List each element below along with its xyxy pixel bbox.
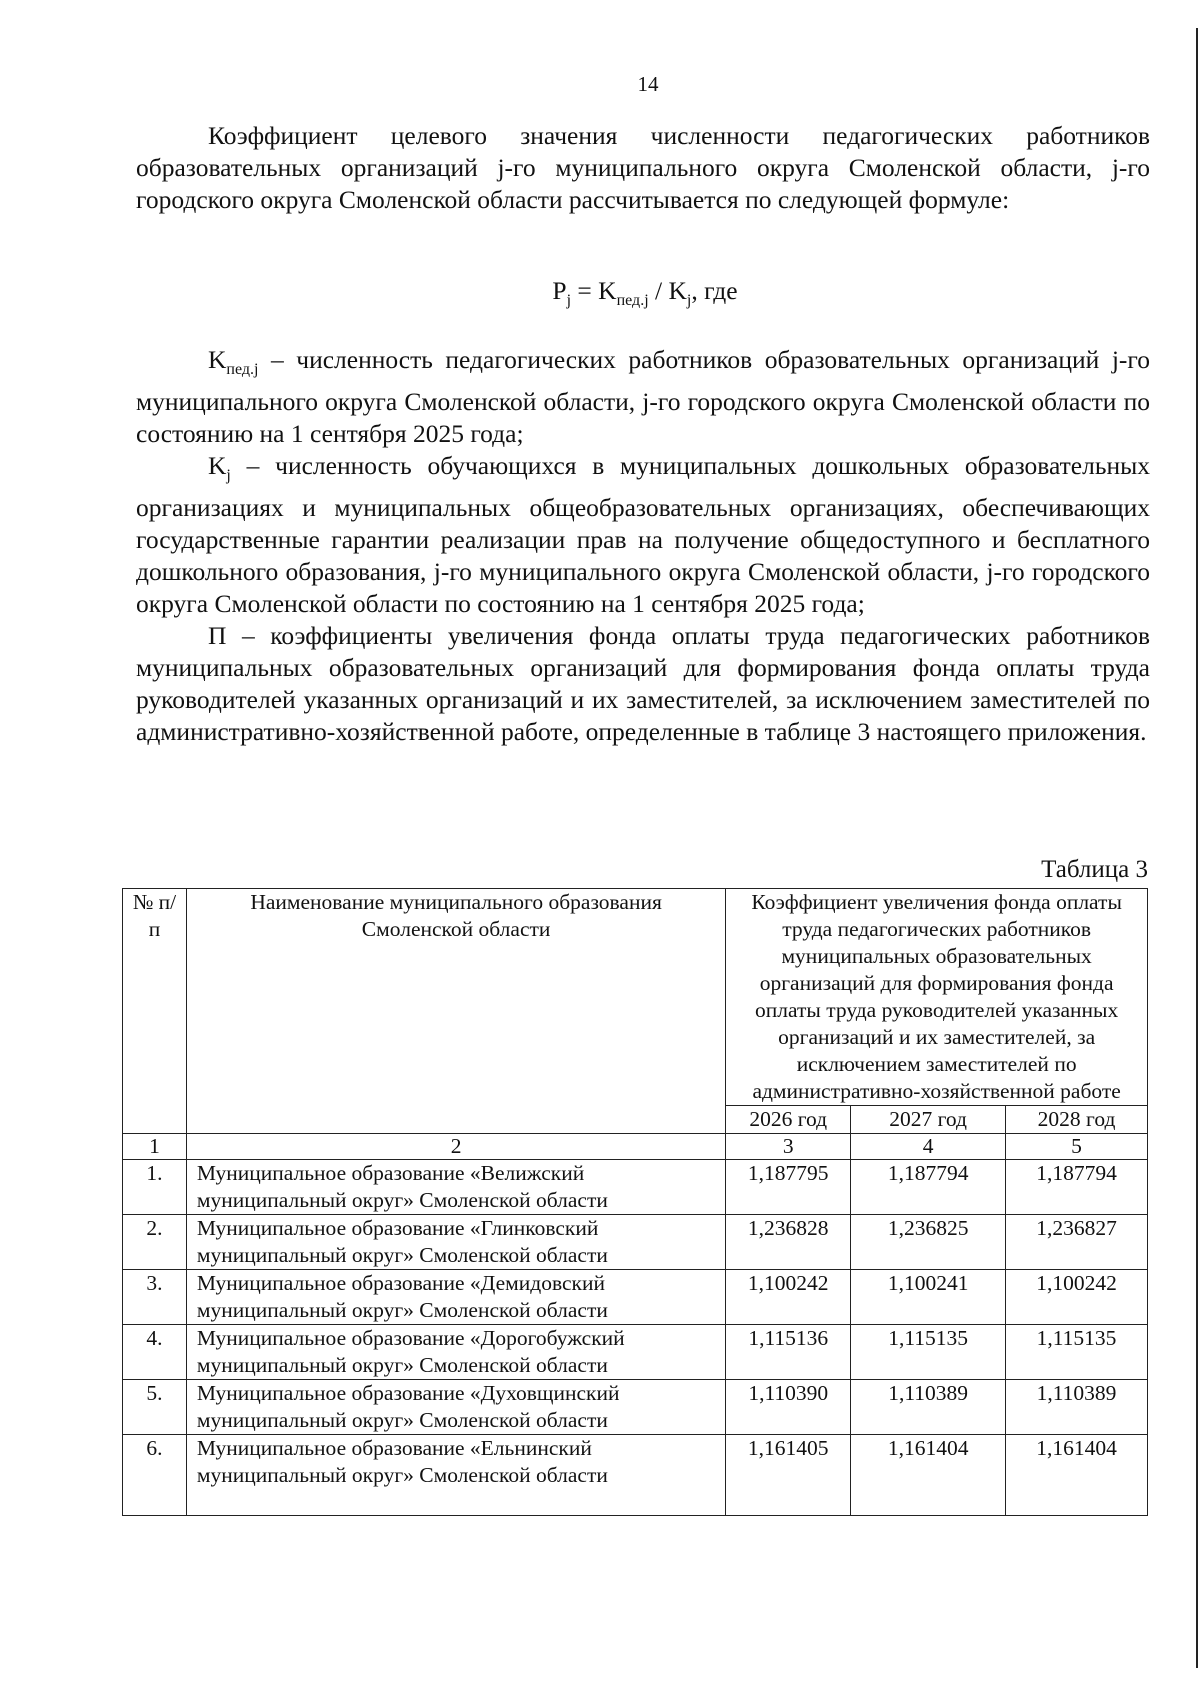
intro-paragraph: Коэффициент целевого значения численности педагогических работников образовательных организаций j-го муниципального округа Смоленской области, j-го городского округа Смоленской области рассчитывается по следующей формуле: xyxy=(136,121,1150,214)
header-name: Наименование муниципального образования Смоленской области xyxy=(186,889,725,1134)
row-value-2028: 1,187794 xyxy=(1006,1160,1148,1215)
table-row xyxy=(123,1325,1148,1380)
definition-subscript: j xyxy=(226,467,231,485)
row-num: 5. xyxy=(123,1380,187,1435)
definition-subscript: пед.j xyxy=(226,361,259,379)
formula-k-sub: пед.j xyxy=(616,292,649,310)
row-value-2028: 1,236827 xyxy=(1006,1215,1148,1270)
definition-kj xyxy=(136,450,1150,620)
row-name: Муниципальное образование «Велижский муниципальный округ» Смоленской области xyxy=(186,1160,725,1215)
table-header-row xyxy=(123,889,1148,1106)
row-value-2027: 1,236825 xyxy=(851,1215,1006,1270)
formula-lhs: P xyxy=(552,276,567,305)
definition-symbol: П xyxy=(208,621,227,651)
row-num: 2. xyxy=(123,1215,187,1270)
header-num: № п/п xyxy=(123,889,187,1134)
definition-k-ped xyxy=(136,344,1150,450)
row-value-2026: 1,236828 xyxy=(726,1215,851,1270)
table-row xyxy=(123,1270,1148,1325)
row-num: 4. xyxy=(123,1325,187,1380)
definition-text: – коэффициенты увеличения фонда оплаты труда педагогических работников муниципальных образовательных организаций для формирования фонда оплаты труда руководителей указанных организаций и их заместителей, за исключением заместителей по административно-хозяйственной работе, определенные в таблице 3 настоящего приложения. xyxy=(136,621,1150,747)
table-row xyxy=(123,1160,1148,1215)
row-name: Муниципальное образование «Демидовский муниципальный округ» Смоленской области xyxy=(186,1270,725,1325)
column-number: 3 xyxy=(726,1134,851,1160)
row-value-2026: 1,161405 xyxy=(726,1435,851,1516)
row-value-2026: 1,100242 xyxy=(726,1270,851,1325)
table-row xyxy=(123,1215,1148,1270)
row-name: Муниципальное образование «Дорогобужский муниципальный округ» Смоленской области xyxy=(186,1325,725,1380)
formula xyxy=(0,276,1200,310)
table-row xyxy=(123,1380,1148,1435)
row-num: 3. xyxy=(123,1270,187,1325)
header-year-2027: 2027 год xyxy=(851,1106,1006,1134)
row-value-2027: 1,115135 xyxy=(851,1325,1006,1380)
row-value-2027: 1,161404 xyxy=(851,1435,1006,1516)
row-value-2026: 1,110390 xyxy=(726,1380,851,1435)
row-num: 1. xyxy=(123,1160,187,1215)
row-name: Муниципальное образование «Глинковский муниципальный округ» Смоленской области xyxy=(186,1215,725,1270)
header-year-2028: 2028 год xyxy=(1006,1106,1148,1134)
intro-block xyxy=(136,120,1150,216)
row-value-2028: 1,115135 xyxy=(1006,1325,1148,1380)
column-numbers-row xyxy=(123,1134,1148,1160)
column-number: 5 xyxy=(1006,1134,1148,1160)
definitions-block xyxy=(136,344,1150,748)
definition-text: – численность педагогических работников образовательных организаций j-го муниципального округа Смоленской области, j-го городского округа Смоленской области по состоянию на 1 сентября 2025 года; xyxy=(136,345,1150,449)
formula-div: / K xyxy=(648,276,687,305)
definition-p xyxy=(136,620,1150,748)
page-number: 14 xyxy=(637,72,659,96)
header-year-2026: 2026 год xyxy=(726,1106,851,1134)
header-coef: Коэффициент увеличения фонда оплаты труда педагогических работников муниципальных образовательных организаций для формирования фонда оплаты труда руководителей указанных организаций и их заместителей, за исключением заместителей по административно-хозяйственной работе xyxy=(726,889,1148,1106)
row-num: 6. xyxy=(123,1435,187,1516)
column-number: 2 xyxy=(186,1134,725,1160)
definition-symbol: K xyxy=(208,345,227,374)
row-name: Муниципальное образование «Духовщинский муниципальный округ» Смоленской области xyxy=(186,1380,725,1435)
table-caption: Таблица 3 xyxy=(1041,856,1148,883)
formula-tail: , где xyxy=(691,276,738,305)
row-name: Муниципальное образование «Ельнинский муниципальный округ» Смоленской области xyxy=(186,1435,725,1516)
definition-symbol: K xyxy=(208,451,227,481)
row-value-2028: 1,100242 xyxy=(1006,1270,1148,1325)
definition-text: – численность обучающихся в муниципальных дошкольных образовательных организациях и муниципальных общеобразовательных организациях, обеспечивающих государственные гарантии реализации прав на получение общедоступного и бесплатного дошкольного образования, j-го муниципального округа Смоленской области, j-го городского округа Смоленской области по состоянию на 1 сентября 2025 года; xyxy=(136,451,1150,619)
row-value-2027: 1,100241 xyxy=(851,1270,1006,1325)
row-value-2027: 1,187794 xyxy=(851,1160,1006,1215)
column-number: 1 xyxy=(123,1134,187,1160)
row-value-2027: 1,110389 xyxy=(851,1380,1006,1435)
formula-lhs-sub: j xyxy=(566,292,572,310)
row-value-2028: 1,161404 xyxy=(1006,1435,1148,1516)
scan-edge-line xyxy=(1196,28,1198,1668)
row-value-2026: 1,115136 xyxy=(726,1325,851,1380)
column-number: 4 xyxy=(851,1134,1006,1160)
table-row xyxy=(123,1435,1148,1516)
row-value-2026: 1,187795 xyxy=(726,1160,851,1215)
coefficient-table xyxy=(122,888,1148,1516)
row-value-2028: 1,110389 xyxy=(1006,1380,1148,1435)
formula-eq: = K xyxy=(571,276,617,305)
formula-kj-sub: j xyxy=(686,292,692,310)
